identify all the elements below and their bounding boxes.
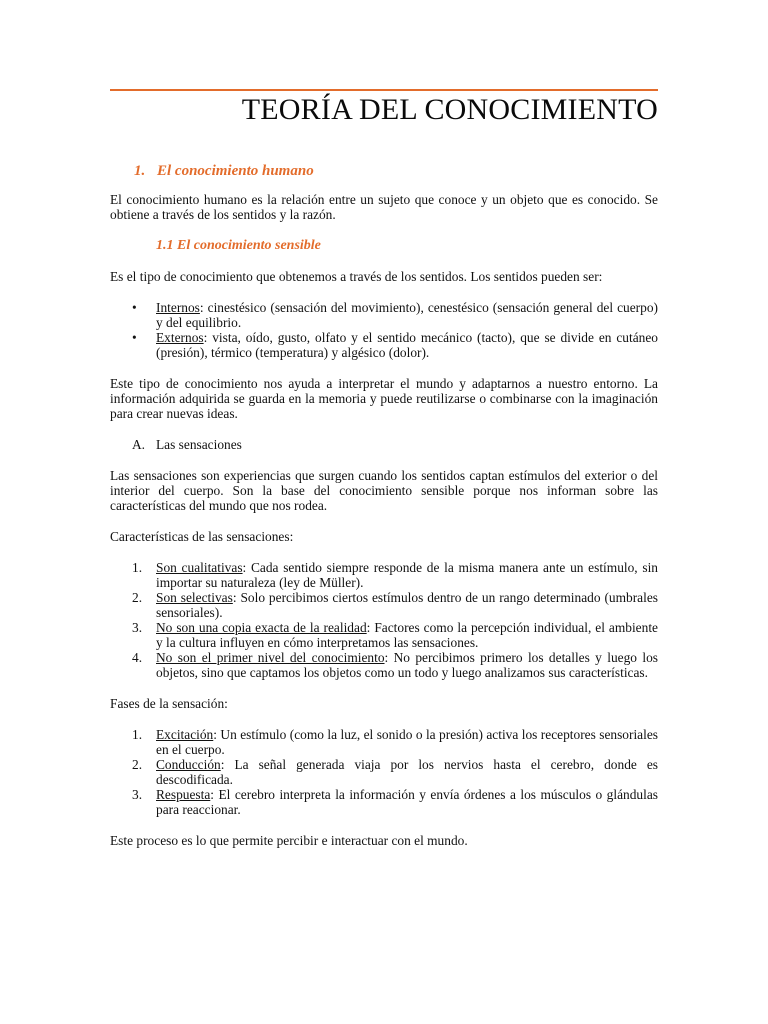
- title-rule: [110, 89, 658, 91]
- list-term: No son el primer nivel del conocimiento: [156, 650, 385, 665]
- list-number: 1.: [132, 727, 143, 742]
- list-number: 1.: [132, 560, 143, 575]
- closing-paragraph: Este proceso es lo que permite percibir e interactuar con el mundo.: [110, 833, 468, 848]
- knowledge-paragraph: Este tipo de conocimiento nos ayuda a interpretar el mundo y adaptarnos a nuestro entorno. La información adquirida se guarda en la memoria y puede reutilizarse o combinarse con la imaginación para crear nuevas ideas.: [110, 376, 658, 421]
- list-term: No son una copia exacta de la realidad: [156, 620, 367, 635]
- list-text: : vista, oído, gusto, olfato y el sentido mecánico (tacto), que se divide en cutáneo (presión), térmico (temperatura) y algésico (dolor).: [156, 330, 658, 360]
- lettered-heading: [110, 437, 658, 452]
- list-item: [110, 590, 658, 620]
- intro-paragraph: El conocimiento humano es la relación entre un sujeto que conoce y un objeto que es conocido. Se obtiene a través de los sentidos y la razón.: [110, 192, 658, 222]
- list-item: [110, 727, 658, 757]
- list-term: Respuesta: [156, 787, 211, 802]
- list-number: 3.: [132, 620, 143, 635]
- lettered-title: Las sensaciones: [156, 437, 242, 452]
- list-text: : El cerebro interpreta la información y envía órdenes a los músculos o glándulas para reaccionar.: [156, 787, 658, 817]
- list-term: Son selectivas: [156, 590, 233, 605]
- sensations-paragraph: Las sensaciones son experiencias que surgen cuando los sentidos captan estímulos del exterior o del interior del cuerpo. Son la base del conocimiento sensible porque nos informan sobre las características del mundo que nos rodea.: [110, 468, 658, 513]
- list-item: [110, 620, 658, 650]
- list-item: [110, 330, 658, 360]
- bullet-icon: •: [132, 300, 137, 315]
- list-item: [110, 300, 658, 330]
- list-number: 2.: [132, 757, 143, 772]
- list-text: : cinestésico (sensación del movimiento), cenestésico (sensación general del cuerpo) y del equilibrio.: [156, 300, 658, 330]
- list-text: : Un estímulo (como la luz, el sonido o la presión) activa los receptores sensoriales en el cuerpo.: [156, 727, 658, 757]
- list-text: : Factores como la percepción individual, el ambiente y la cultura influyen en cómo interpretamos las sensaciones.: [156, 620, 658, 650]
- document-body: [110, 164, 658, 864]
- list-number: 3.: [132, 787, 143, 802]
- list-item: [110, 560, 658, 590]
- list-number: 4.: [132, 650, 143, 665]
- list-term: Conducción: [156, 757, 221, 772]
- section-number: 1.: [134, 163, 146, 179]
- subsection-heading: 1.1 El conocimiento sensible: [156, 238, 321, 253]
- senses-intro-paragraph: Es el tipo de conocimiento que obtenemos a través de los sentidos. Los sentidos pueden ser:: [110, 269, 603, 284]
- list-text: : Solo percibimos ciertos estímulos dentro de un rango determinado (umbrales sensoriales).: [156, 590, 658, 620]
- phases-list: [110, 727, 658, 817]
- section-title: El conocimiento humano: [157, 163, 314, 179]
- list-number: 2.: [132, 590, 143, 605]
- characteristics-list: [110, 560, 658, 680]
- page-title: TEORÍA DEL CONOCIMIENTO: [241, 93, 658, 126]
- list-item: [110, 787, 658, 817]
- list-term: Son cualitativas: [156, 560, 243, 575]
- section-heading: [134, 164, 658, 179]
- lettered-marker: A.: [132, 437, 146, 452]
- list-text: : La señal generada viaja por los nervios hasta el cerebro, donde es descodificada.: [156, 757, 658, 787]
- list-term: Internos: [156, 300, 200, 315]
- list-item: [110, 650, 658, 680]
- list-term: Excitación: [156, 727, 214, 742]
- characteristics-intro: Características de las sensaciones:: [110, 529, 294, 544]
- list-text: : Cada sentido siempre responde de la misma manera ante un estímulo, sin importar su naturaleza (ley de Müller).: [156, 560, 659, 590]
- phases-intro: Fases de la sensación:: [110, 696, 228, 711]
- list-item: [110, 757, 658, 787]
- list-text: : No percibimos primero los detalles y luego los objetos, sino que captamos los objetos como un todo y luego analizamos sus características.: [156, 650, 658, 680]
- bullet-icon: •: [132, 330, 137, 345]
- senses-list: [110, 300, 658, 360]
- list-term: Externos: [156, 330, 204, 345]
